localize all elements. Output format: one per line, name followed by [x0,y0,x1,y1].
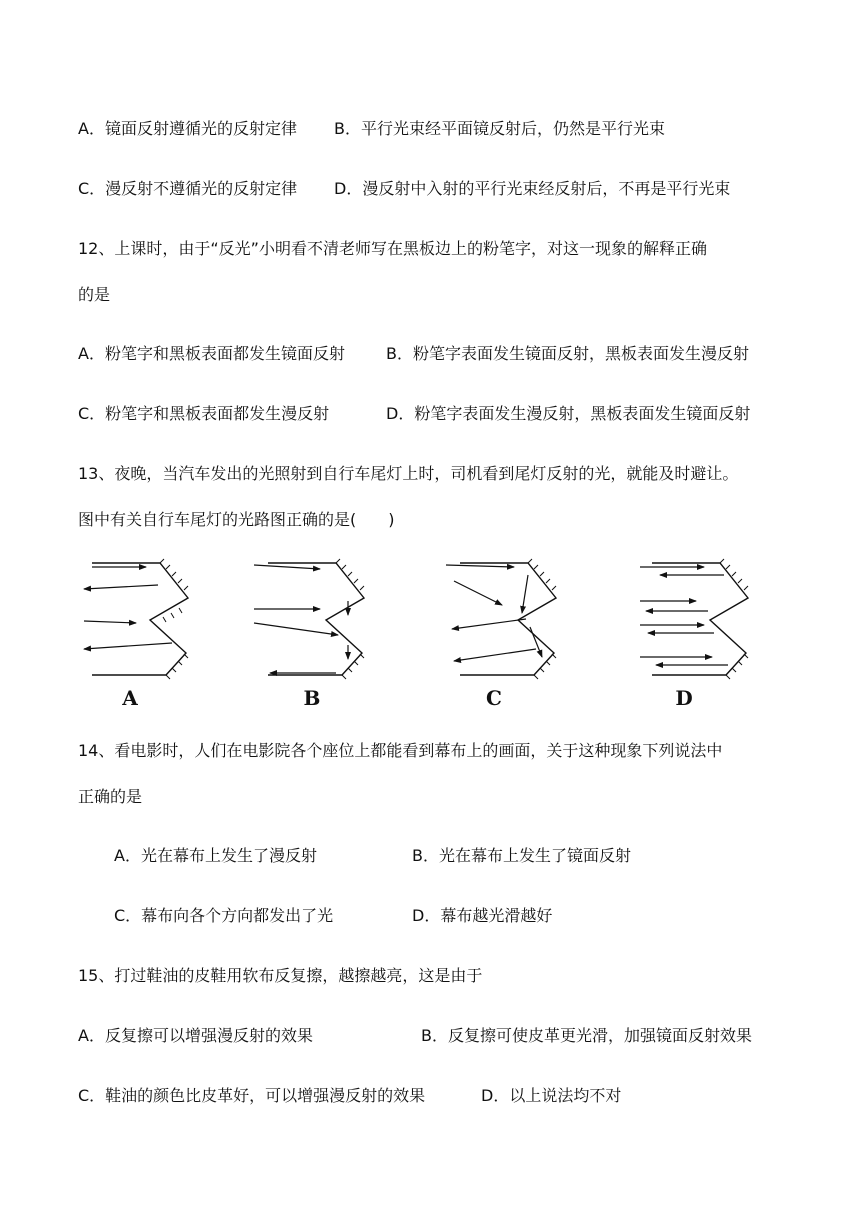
q14-stem-line-2: 正确的是 [78,787,143,806]
q14-option-a[interactable]: A．光在幕布上发生了漫反射 [114,846,317,865]
q12-option-a[interactable]: A．粉笔字和黑板表面都发生镜面反射 [78,344,345,363]
q11-option-a[interactable]: A．镜面反射遵循光的反射定律 [78,119,297,138]
q15-option-b[interactable]: B．反复擦可使皮革更光滑，加强镜面反射效果 [421,1026,752,1045]
q12-option-d[interactable]: D．粉笔字表面发生漫反射，黑板表面发生镜面反射 [386,404,751,423]
q12-stem-line-2: 的是 [78,285,111,304]
diagram-label-c: C [486,686,502,710]
q14-option-d[interactable]: D．幕布越光滑越好 [412,906,553,925]
q14-option-b[interactable]: B．光在幕布上发生了镜面反射 [412,846,631,865]
q12-option-b[interactable]: B．粉笔字表面发生镜面反射，黑板表面发生漫反射 [386,344,749,363]
diagram-a[interactable] [84,559,188,710]
q12-stem-line-1: 12、上课时，由于“反光”小明看不清老师写在黑板边上的粉笔字，对这一现象的解释正确 [78,239,707,258]
q15-stem: 15、打过鞋油的皮鞋用软布反复擦，越擦越亮，这是由于 [78,966,483,985]
q15-option-c[interactable]: C．鞋油的颜色比皮革好，可以增强漫反射的效果 [78,1086,426,1105]
q13-stem-line-1: 13、夜晚，当汽车发出的光照射到自行车尾灯上时，司机看到尾灯反射的光，就能及时避让。 [78,464,739,483]
diagram-label-d: D [675,686,693,710]
q14-option-c[interactable]: C．幕布向各个方向都发出了光 [114,906,334,925]
q15-option-d[interactable]: D．以上说法均不对 [481,1086,622,1105]
q13-stem-line-2: 图中有关自行车尾灯的光路图正确的是( ) [78,510,395,529]
q11-option-b[interactable]: B．平行光束经平面镜反射后，仍然是平行光束 [334,119,665,138]
q14-stem-line-1: 14、看电影时，人们在电影院各个座位上都能看到幕布上的画面，关于这种现象下列说法中 [78,741,723,760]
diagram-label-a: A [122,686,138,710]
diagram-label-b: B [303,686,321,710]
q15-option-a[interactable]: A．反复擦可以增强漫反射的效果 [78,1026,313,1045]
q11-option-d[interactable]: D．漫反射中入射的平行光束经反射后，不再是平行光束 [334,179,731,198]
q11-option-c[interactable]: C．漫反射不遵循光的反射定律 [78,179,298,198]
diagram-c[interactable] [446,559,556,710]
q12-option-c[interactable]: C．粉笔字和黑板表面都发生漫反射 [78,404,330,423]
diagram-b[interactable] [254,559,364,710]
diagram-d[interactable] [640,559,748,710]
bicycle-reflector-ray-diagrams [74,553,794,713]
